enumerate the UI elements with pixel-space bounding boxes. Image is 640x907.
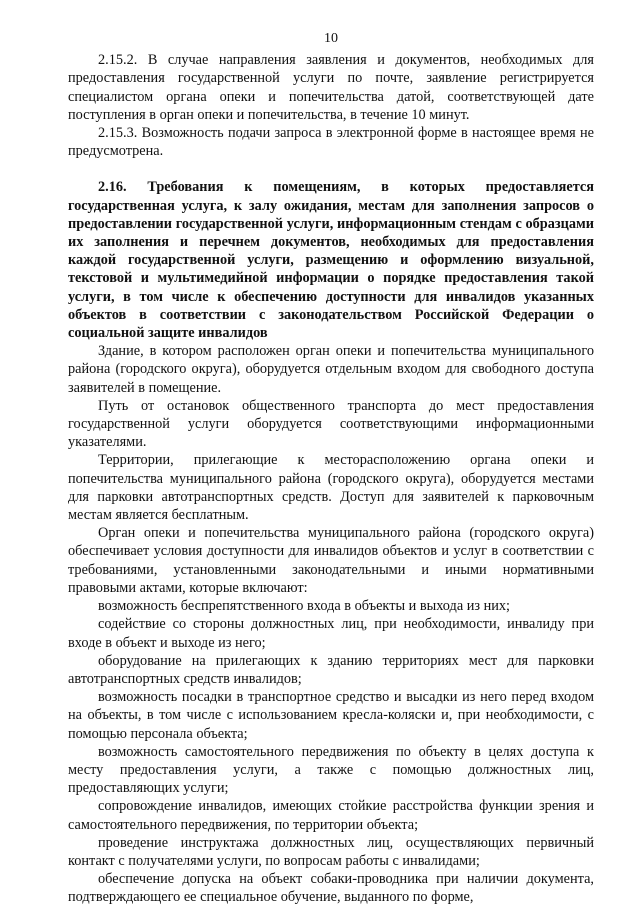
- list-item-guide-dog: обеспечение допуска на объект собаки-проводника при наличии документа, подтверждающего ее специальное обучение, выданного по форме,: [68, 871, 594, 906]
- list-item-staff-briefing: проведение инструктажа должностных лиц, осуществляющих первичный контакт с получателями услуги, по вопросам работы с инвалидами;: [68, 834, 594, 869]
- list-item-vehicle-boarding: возможность посадки в транспортное средство и высадки из него перед входом на объекты, в том числе с использованием кресла-коляски и, при необходимости, с помощью персонала объекта;: [68, 689, 594, 742]
- list-item-free-access: возможность беспрепятственного входа в объекты и выхода из них;: [98, 598, 511, 615]
- section-heading-2-16: 2.16. Требования к помещениям, в которых предоставляется государственная услуга, к залу ожидания, местам для заполнения запросов о предоставлении государственной услуги, информационным стендам с образцами их заполнения и перечнем документов, необходимых для предоставления каждой государственной услуги, размещению и оформлению визуальной, текстовой и мультимедийной информации о порядке предоставления такой услуги, в том числе к обеспечению доступности для инвалидов указанных объектов в соответствии с законодательством Российской Федерации о социальной защите инвалидов: [68, 179, 594, 342]
- paragraph-accessibility-intro: Орган опеки и попечительства муниципального района (городского округа) обеспечивает условия доступности для инвалидов объектов и услуг в соответствии с требованиями, установленными законодательными и иными нормативными правовыми актами, которые включают:: [68, 525, 594, 596]
- paragraph-2-15-3: 2.15.3. Возможность подачи запроса в электронной форме в настоящее время не предусмотрена.: [68, 125, 594, 160]
- list-item-disabled-parking: оборудование на прилегающих к зданию территориях мест для парковки автотранспортных средств инвалидов;: [68, 652, 594, 687]
- paragraph-2-15-2: 2.15.2. В случае направления заявления и документов, необходимых для предоставления государственной услуги по почте, заявление регистрируется специалистом органа опеки и попечительства датой, соответствующей дате поступления в орган опеки и попечительства, в течение 10 минут.: [68, 52, 594, 123]
- paragraph-transport-signs: Путь от остановок общественного транспорта до мест предоставления государственной услуги оборудуется соответствующими информационными указателями.: [68, 397, 594, 451]
- list-item-escort: сопровождение инвалидов, имеющих стойкие расстройства функции зрения и самостоятельного передвижения, по территории объекта;: [68, 798, 594, 833]
- paragraph-building-entrance: Здание, в котором расположен орган опеки и попечительства муниципального района (городского округа), оборудуется отдельным входом для свободного доступа заявителей в помещение.: [68, 343, 594, 396]
- paragraph-parking: Территории, прилегающие к месторасположению органа опеки и попечительства муниципального района (городского округа), оборудуется местами для парковки автотранспортных средств. Доступ для заявителей к парковочным местам является бесплатным.: [68, 452, 594, 524]
- list-item-independent-movement: возможность самостоятельного передвижения по объекту в целях доступа к месту предоставления услуги, а также с помощью должностных лиц, предоставляющих услуги;: [68, 743, 594, 797]
- list-item-staff-assistance: содействие со стороны должностных лиц, при необходимости, инвалиду при входе в объект и выходе из него;: [68, 616, 594, 651]
- page-number: 10: [324, 31, 338, 46]
